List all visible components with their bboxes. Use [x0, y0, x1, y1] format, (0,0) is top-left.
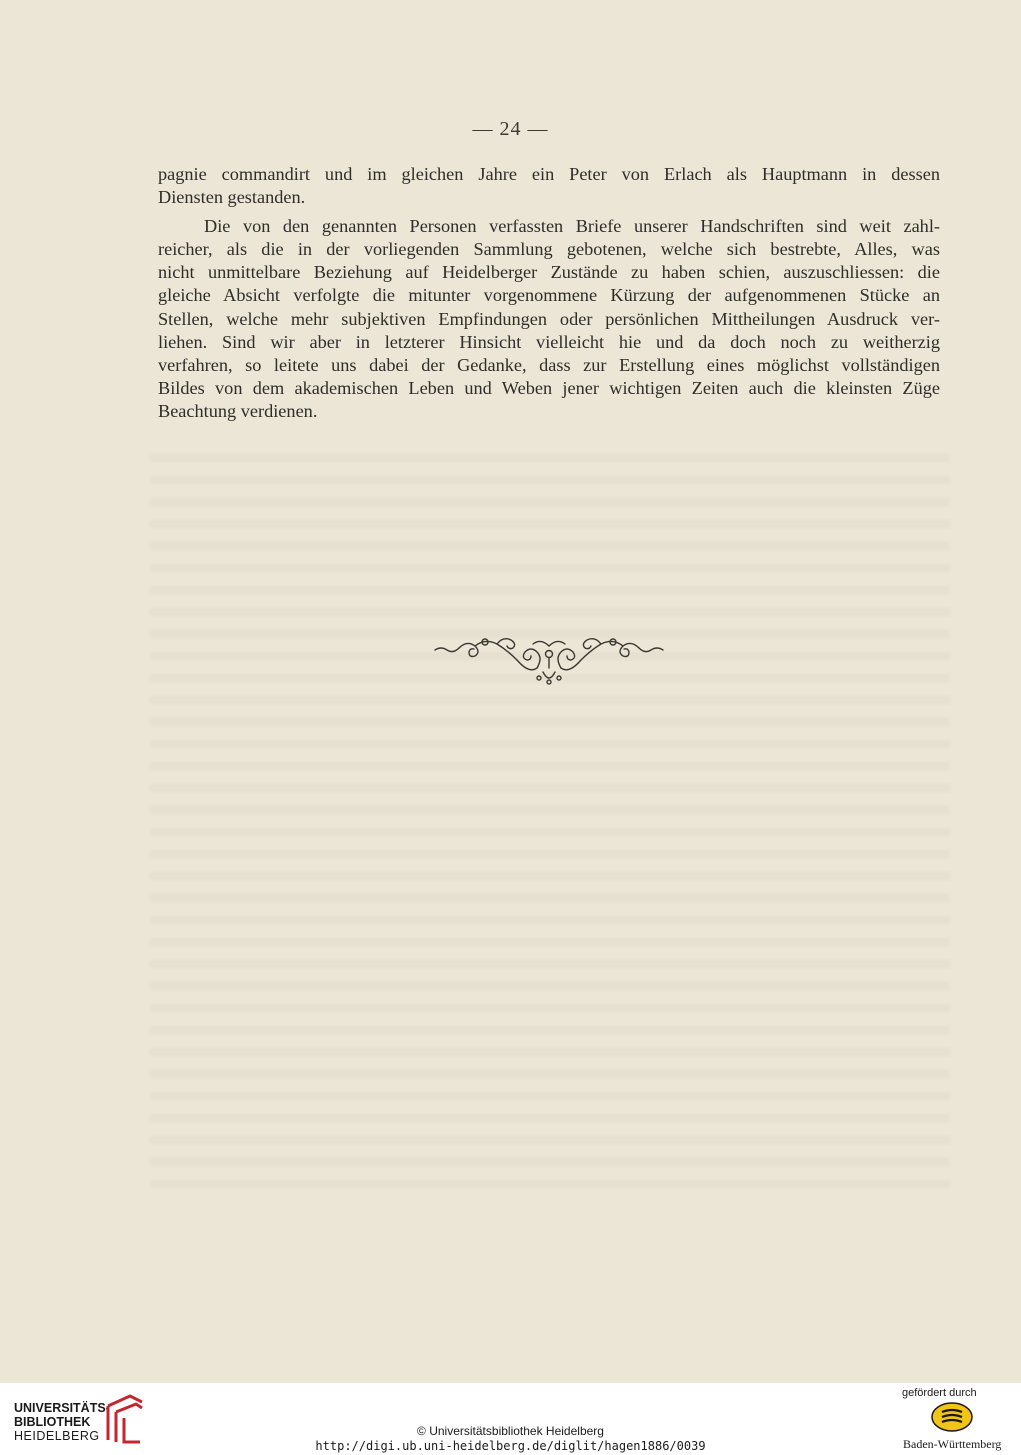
text-line: Bildes von dem akademischen Leben und Weben jener wichtigen Zeiten auch die kleinsten Züge: [158, 377, 940, 398]
text-line: Die von den genannten Personen verfassten Briefe unserer Handschriften sind weit zahl-: [204, 216, 940, 237]
text-line: nicht unmittelbare Beziehung auf Heidelberger Zustände zu haben schien, auszuschliessen: die: [158, 262, 940, 283]
library-name-line: UNIVERSITÄTS-: [14, 1401, 110, 1415]
text-line: gleiche Absicht verfolgte die mitunter vorgenommene Kürzung der aufgenommenen Stücke an: [158, 285, 940, 306]
page-number: — 24 —: [472, 118, 549, 140]
text-line: reicher, als die in der vorliegenden Sammlung gebotenen, welche sich bestrebte, Alles, was: [158, 239, 940, 260]
permalink-url[interactable]: http://digi.ub.uni-heidelberg.de/diglit/hagen1886/0039: [315, 1439, 706, 1453]
text-line: Diensten gestanden.: [158, 187, 306, 208]
text-line: liehen. Sind wir aber in letzterer Hinsicht vielleicht hie und da doch noch zu weitherzig: [158, 331, 940, 352]
text-line: pagnie commandirt und im gleichen Jahre ein Peter von Erlach als Hauptmann in dessen: [158, 164, 940, 184]
library-city-line: HEIDELBERG: [14, 1429, 100, 1443]
state-crest-icon: [930, 1402, 974, 1432]
library-name-line: BIBLIOTHEK: [14, 1415, 91, 1429]
copyright-notice: © Universitätsbibliothek Heidelberg: [417, 1424, 604, 1438]
text-line: verfahren, so leitete uns dabei der Gedanke, dass zur Erstellung eines möglichst vollständigen: [158, 354, 940, 375]
scroll-ornament-icon: [433, 628, 665, 690]
bleed-through-shadow: [150, 440, 950, 1200]
body-text: [158, 163, 940, 423]
text-line: Beachtung verdienen.: [158, 400, 318, 421]
text-line: Stellen, welche mehr subjektiven Empfindungen oder persönlichen Mittheilungen Ausdruck ver-: [158, 308, 940, 329]
sponsor-label: gefördert durch: [902, 1387, 977, 1399]
sponsor-name: Baden-Württemberg: [903, 1437, 1002, 1451]
